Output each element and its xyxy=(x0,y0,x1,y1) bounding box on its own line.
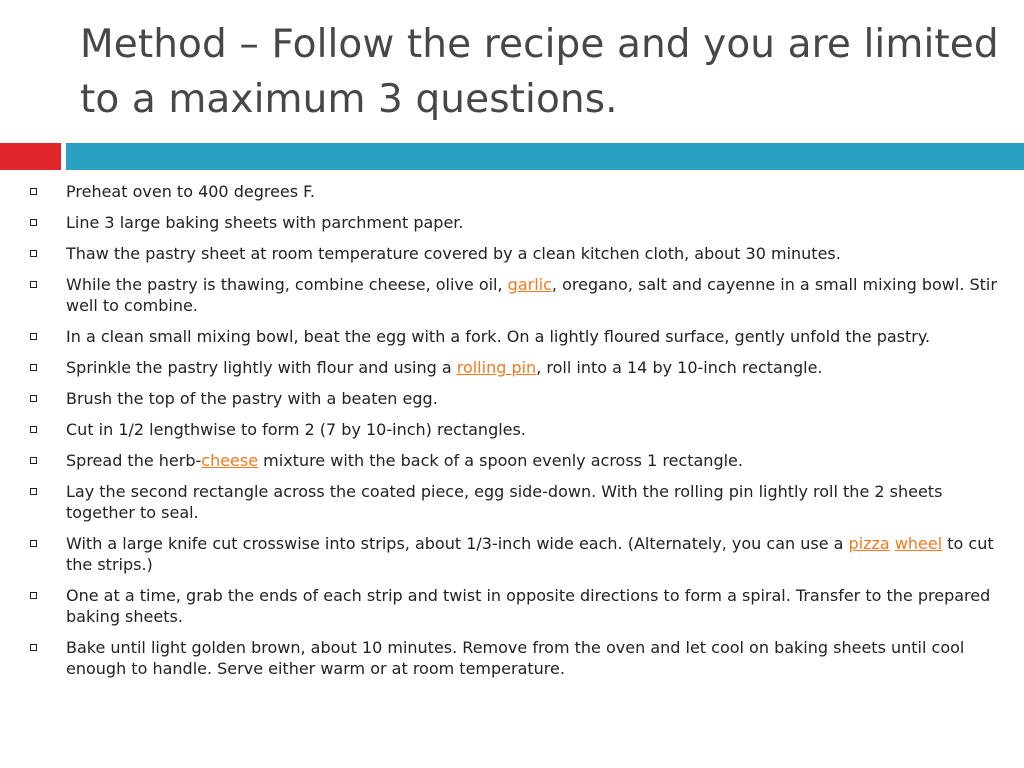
step-text: Preheat oven to 400 degrees F. xyxy=(66,182,315,201)
list-item xyxy=(30,181,1000,202)
step-text: Line 3 large baking sheets with parchment paper. xyxy=(66,213,464,232)
rolling-pin-link[interactable]: rolling pin xyxy=(456,358,537,377)
step-text: Bake until light golden brown, about 10 minutes. Remove from the oven and let cool on baking sheets until cool enough to handle. Serve either warm or at room temperature. xyxy=(66,638,965,678)
hollow-square-bullet-icon xyxy=(30,488,37,495)
step-text-after: mixture with the back of a spoon evenly across 1 rectangle. xyxy=(258,451,743,470)
cheese-link[interactable]: cheese xyxy=(201,451,259,470)
step-text-after: , oregano, salt and cayenne in a small mixing bowl. Stir well to combine. xyxy=(66,275,997,315)
hollow-square-bullet-icon xyxy=(30,188,37,195)
list-item xyxy=(30,533,1000,575)
list-item xyxy=(30,481,1000,523)
hollow-square-bullet-icon xyxy=(30,250,37,257)
hollow-square-bullet-icon xyxy=(30,395,37,402)
step-text-before: Sprinkle the pastry lightly with flour and using a xyxy=(66,358,457,377)
step-text-after: to cut the strips.) xyxy=(66,534,994,574)
list-item xyxy=(30,419,1000,440)
garlic-link[interactable]: garlic xyxy=(507,275,552,294)
accent-bar-blue xyxy=(66,143,1024,170)
list-item xyxy=(30,637,1000,679)
step-text-after: , roll into a 14 by 10-inch rectangle. xyxy=(536,358,823,377)
hollow-square-bullet-icon xyxy=(30,644,37,651)
step-text-before: With a large knife cut crosswise into strips, about 1/3-inch wide each. (Alternately, you can use a xyxy=(66,534,849,553)
step-text: Lay the second rectangle across the coated piece, egg side-down. With the rolling pin lightly roll the 2 sheets together to seal. xyxy=(66,482,943,522)
list-item xyxy=(30,326,1000,347)
slide-title: Method – Follow the recipe and you are limited to a maximum 3 questions. xyxy=(80,22,999,122)
step-text: In a clean small mixing bowl, beat the egg with a fork. On a lightly floured surface, gently unfold the pastry. xyxy=(66,327,931,346)
list-item xyxy=(30,274,1000,316)
hollow-square-bullet-icon xyxy=(30,364,37,371)
hollow-square-bullet-icon xyxy=(30,219,37,226)
step-text-before: Spread the herb- xyxy=(66,451,202,470)
wheel-link[interactable]: wheel xyxy=(894,534,943,553)
accent-bar-red xyxy=(0,143,61,170)
step-text: Brush the top of the pastry with a beaten egg. xyxy=(66,389,438,408)
step-text: Cut in 1/2 lengthwise to form 2 (7 by 10-inch) rectangles. xyxy=(66,420,526,439)
pizza-link[interactable]: pizza xyxy=(848,534,890,553)
list-item xyxy=(30,212,1000,233)
hollow-square-bullet-icon xyxy=(30,426,37,433)
list-item xyxy=(30,585,1000,627)
hollow-square-bullet-icon xyxy=(30,540,37,547)
step-text: One at a time, grab the ends of each strip and twist in opposite directions to form a spiral. Transfer to the prepared baking sheets. xyxy=(66,586,991,626)
hollow-square-bullet-icon xyxy=(30,592,37,599)
list-item xyxy=(30,450,1000,471)
hollow-square-bullet-icon xyxy=(30,333,37,340)
list-item xyxy=(30,243,1000,264)
step-text: Thaw the pastry sheet at room temperature covered by a clean kitchen cloth, about 30 minutes. xyxy=(66,244,841,263)
method-steps-list xyxy=(30,181,1000,689)
hollow-square-bullet-icon xyxy=(30,457,37,464)
list-item xyxy=(30,388,1000,409)
hollow-square-bullet-icon xyxy=(30,281,37,288)
step-text-before: While the pastry is thawing, combine cheese, olive oil, xyxy=(66,275,508,294)
list-item xyxy=(30,357,1000,378)
